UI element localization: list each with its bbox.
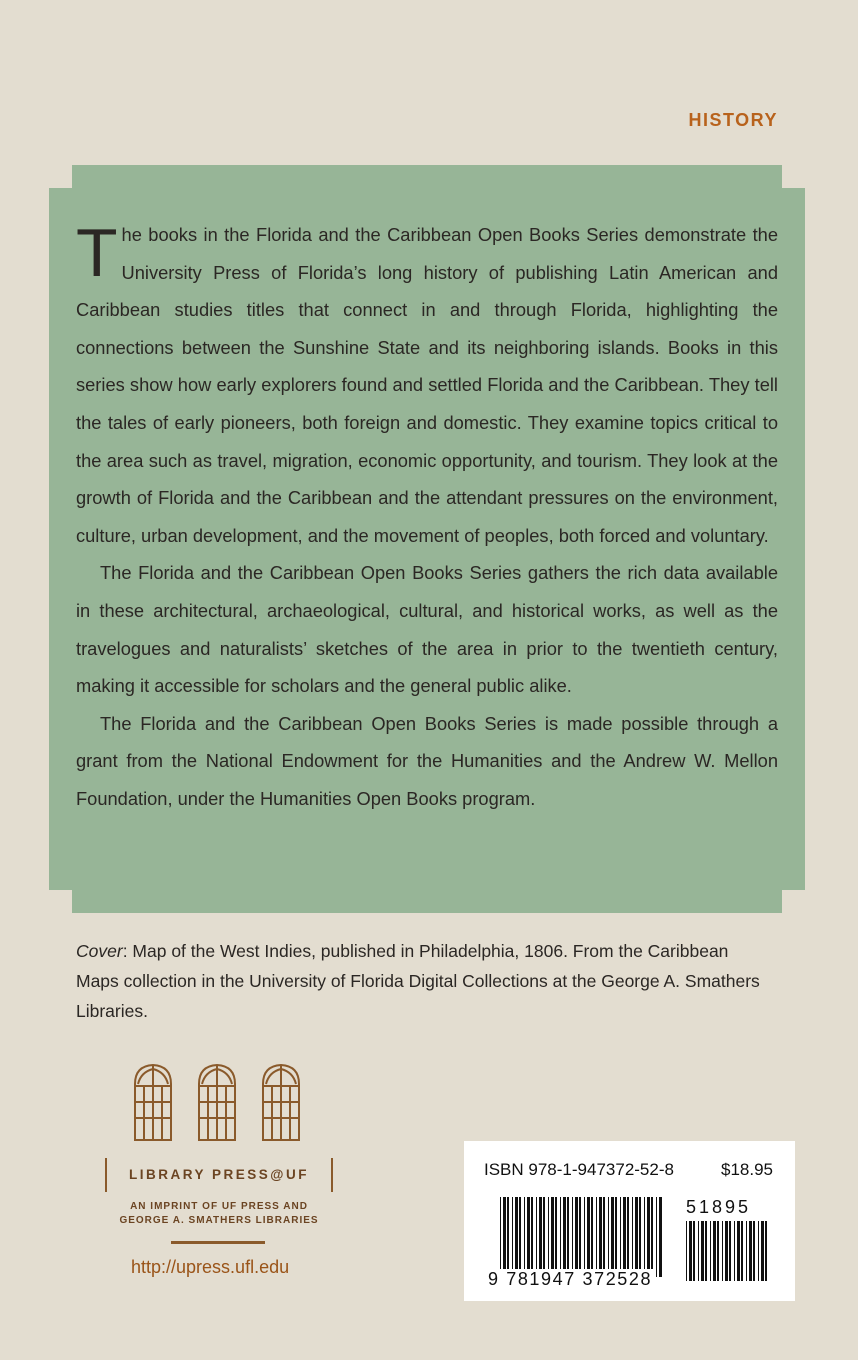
barcode-bar — [725, 1221, 728, 1281]
barcode-bar — [567, 1197, 569, 1277]
barcode-bar — [635, 1197, 638, 1277]
isbn-text: ISBN 978-1-947372-52-8 — [484, 1160, 674, 1179]
barcode-bar — [579, 1197, 581, 1277]
barcode-bar — [753, 1221, 755, 1281]
barcode-bar — [765, 1221, 767, 1281]
barcode-bar — [632, 1197, 633, 1277]
barcode-bar — [555, 1197, 557, 1277]
barcode-bar — [627, 1197, 629, 1277]
description-paragraph-1 — [76, 216, 778, 554]
barcode-bar — [524, 1197, 525, 1277]
barcode-bar — [603, 1197, 605, 1277]
barcode-bar — [693, 1221, 695, 1281]
barcode-bar — [713, 1221, 716, 1281]
barcode-bar — [698, 1221, 699, 1281]
publisher-subtitle — [105, 1200, 333, 1228]
barcode-bar — [560, 1197, 561, 1277]
barcode-bar — [639, 1197, 641, 1277]
barcode-bar — [519, 1197, 521, 1277]
logo-divider — [171, 1241, 265, 1244]
price-text: $18.95 — [721, 1160, 773, 1179]
barcode-bar — [515, 1197, 518, 1277]
barcode-bar — [575, 1197, 578, 1277]
arched-windows-icon — [133, 1062, 303, 1142]
barcode-bar — [623, 1197, 626, 1277]
barcode-bar — [543, 1197, 545, 1277]
barcode-bar — [729, 1221, 731, 1281]
barcode-bar — [686, 1221, 687, 1281]
publisher-name: LIBRARY PRESS@UF — [105, 1158, 333, 1192]
barcode-bar — [527, 1197, 530, 1277]
barcode-bar — [596, 1197, 597, 1277]
category-label: HISTORY — [688, 110, 778, 130]
barcode-bar — [512, 1197, 513, 1277]
description-paragraph-3: The Florida and the Caribbean Open Books Series is made possible through a grant from the National Endowment for the Humanities and the Andrew W. Mellon Foundation, under the Humanities Open Books program. — [76, 712, 778, 809]
barcode-bar — [656, 1197, 657, 1277]
barcode-bar — [737, 1221, 740, 1281]
paragraph-1-text: he books in the Florida and the Caribbean Open Books Series demonstrate the University Press of Florida’s long history of publishing Latin American and Caribbean studies titles that connect in and through Florida, highlighting the connections between the Sunshine State and its neighboring islands. Books in this series show how early explorers found and settled Florida and the Caribbean. They tell the tales of early pioneers, both foreign and domestic. They examine topics critical to the area such as travel, migration, economic opportunity, and tourism. They look at the growth of Florida and the Caribbean and the attendant pressures on the environment, culture, urban development, and the movement of peoples, both forced and voluntary. — [76, 224, 778, 546]
barcode-bar — [749, 1221, 752, 1281]
cover-credit — [76, 936, 776, 1026]
barcode-bar — [689, 1221, 692, 1281]
barcode-bar — [503, 1197, 506, 1277]
barcode-bar — [548, 1197, 549, 1277]
barcode-bar — [572, 1197, 573, 1277]
cover-credit-text: : Map of the West Indies, published in Philadelphia, 1806. From the Caribbean Maps collection in the University of Florida Digital Collections at the George A. Smathers Libraries. — [76, 941, 760, 1021]
barcode-bar — [710, 1221, 711, 1281]
barcode-bar — [611, 1197, 614, 1277]
barcode-bar — [531, 1197, 533, 1277]
barcode-bar — [551, 1197, 554, 1277]
barcode-bar — [746, 1221, 747, 1281]
barcode-bar — [651, 1197, 653, 1277]
cover-credit-label: Cover — [76, 941, 123, 961]
drop-cap: T — [76, 215, 118, 291]
barcode-bar — [644, 1197, 645, 1277]
barcode-bar — [705, 1221, 707, 1281]
barcode-box — [464, 1141, 795, 1301]
barcode-bar — [717, 1221, 719, 1281]
addon-digits: 51895 — [686, 1197, 752, 1217]
barcode-bar — [741, 1221, 743, 1281]
barcode-bar — [591, 1197, 593, 1277]
barcode-bar — [536, 1197, 537, 1277]
publisher-subtitle-line1: AN IMPRINT OF UF PRESS AND — [130, 1201, 308, 1212]
barcode-bar — [500, 1197, 501, 1277]
barcode-bar — [734, 1221, 735, 1281]
barcode-bar — [701, 1221, 704, 1281]
barcode-bar — [507, 1197, 509, 1277]
barcode-bar — [758, 1221, 759, 1281]
barcode-bar — [587, 1197, 590, 1277]
barcode-bar — [761, 1221, 764, 1281]
barcode-bar — [722, 1221, 723, 1281]
publisher-url[interactable]: http://upress.ufl.edu — [131, 1257, 290, 1277]
barcode-bar — [647, 1197, 650, 1277]
barcode-bar — [539, 1197, 542, 1277]
barcode-bar — [599, 1197, 602, 1277]
barcode-bar — [659, 1197, 662, 1277]
series-description — [76, 216, 778, 818]
barcode-bar — [608, 1197, 609, 1277]
description-paragraph-2: The Florida and the Caribbean Open Books Series gathers the rich data available in these architectural, archaeological, cultural, and historical works, as well as the travelogues and naturalists’ sketches of the area in prior to the twentieth century, making it accessible for scholars and the general public alike. — [76, 562, 778, 697]
barcode-bar — [620, 1197, 621, 1277]
barcode-bar — [615, 1197, 617, 1277]
barcode-bar — [584, 1197, 585, 1277]
barcode-bar — [563, 1197, 566, 1277]
ean-digits: 9 781947 372528 — [488, 1269, 653, 1289]
publisher-subtitle-line2: GEORGE A. SMATHERS LIBRARIES — [119, 1215, 319, 1226]
